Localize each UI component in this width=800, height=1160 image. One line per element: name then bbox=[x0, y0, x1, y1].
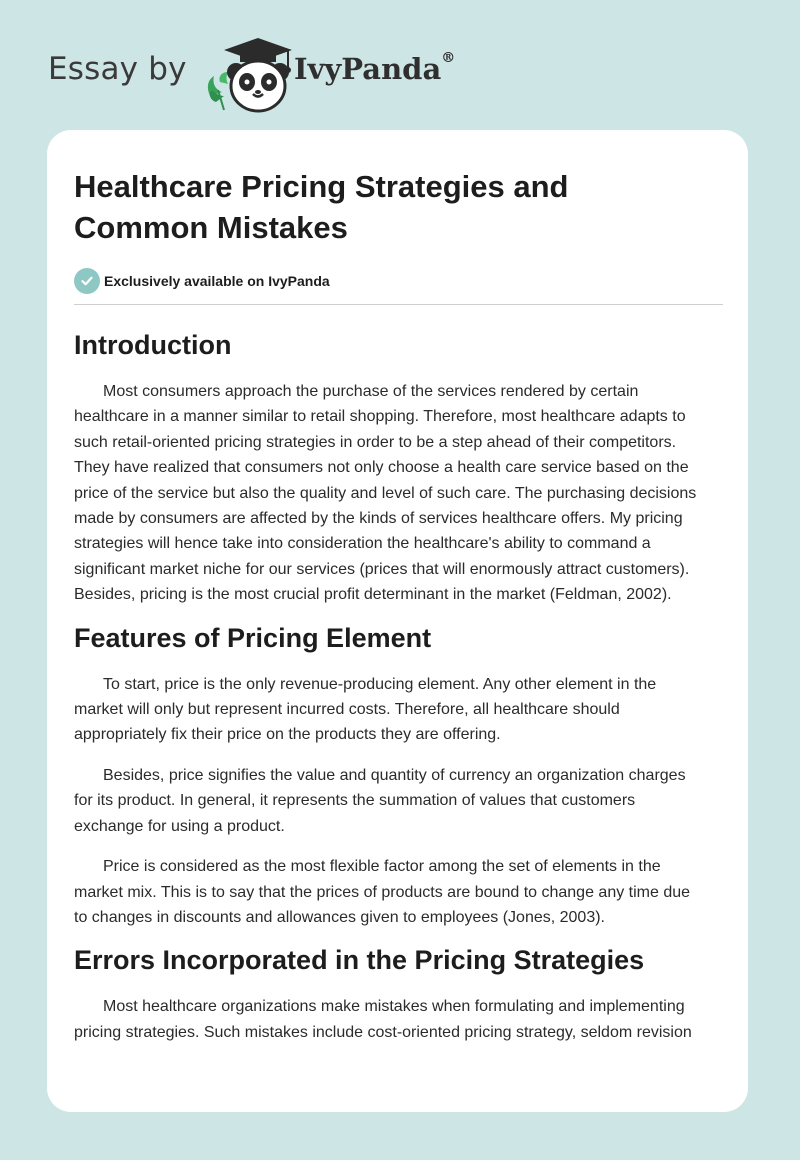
paragraph-line: To start, price is the only revenue-producing element. Any other element in the bbox=[103, 675, 657, 693]
paragraph-line: made by consumers are affected by the kinds of services healthcare offers. My pricing bbox=[74, 510, 683, 528]
paragraph-line: strategies will hence take into consideration the healthcare's ability to command a bbox=[74, 535, 651, 553]
paragraph-line: market will only but represent incurred costs. Therefore, all healthcare should bbox=[74, 701, 620, 719]
paragraph-line: pricing strategies. Such mistakes include cost-oriented pricing strategy, seldom revision bbox=[74, 1023, 692, 1041]
paragraph-line: Besides, price signifies the value and quantity of currency an organization charges bbox=[103, 766, 686, 784]
paragraph-line: price of the service but also the quality and level of such care. The purchasing decisions bbox=[74, 484, 697, 502]
divider bbox=[74, 304, 723, 305]
paragraph-line: market mix. This is to say that the prices of products are bound to change any time due bbox=[74, 883, 691, 901]
panda-mascot-icon bbox=[200, 36, 296, 114]
paragraph bbox=[74, 854, 724, 930]
paragraph bbox=[74, 763, 724, 839]
paragraph-line: such retail-oriented pricing strategies in order to be a step ahead of their competitors. bbox=[74, 433, 677, 451]
paragraph-line: Most consumers approach the purchase of the services rendered by certain bbox=[103, 383, 639, 400]
paragraph bbox=[74, 994, 724, 1045]
title-line: Healthcare Pricing Strategies and bbox=[74, 169, 569, 204]
section-heading-features: Features of Pricing Element bbox=[74, 622, 432, 653]
registered-mark: ® bbox=[441, 50, 456, 66]
paragraph bbox=[74, 672, 724, 748]
page-title bbox=[74, 166, 724, 248]
title-line: Common Mistakes bbox=[74, 210, 348, 245]
check-icon bbox=[74, 268, 100, 294]
essay-content bbox=[74, 166, 724, 1045]
logo-wordmark bbox=[294, 52, 455, 86]
section-heading-introduction: Introduction bbox=[74, 330, 232, 360]
paragraph-line: exchange for using a product. bbox=[74, 817, 285, 835]
section-heading-errors: Errors Incorporated in the Pricing Strategies bbox=[74, 945, 645, 976]
paragraph-line: to changes in discounts and allowances given to employees (Jones, 2003). bbox=[74, 908, 605, 926]
paragraph-line: significant market niche for our services (prices that will enormously attract customers). bbox=[74, 560, 690, 578]
exclusive-label: Exclusively available on IvyPanda bbox=[104, 273, 330, 289]
paragraph-line: healthcare in a manner similar to retail shopping. Therefore, most healthcare adapts to bbox=[74, 408, 686, 426]
paragraph-line: for its product. In general, it represents the summation of values that customers bbox=[74, 792, 636, 810]
logo-name: IvyPanda bbox=[294, 52, 442, 86]
paragraph bbox=[74, 379, 724, 608]
paragraph-line: Most healthcare organizations make mistakes when formulating and implementing bbox=[103, 998, 685, 1016]
paragraph-line: Besides, pricing is the most crucial profit determinant in the market (Feldman, 2002). bbox=[74, 586, 672, 604]
logo-prefix: Essay by bbox=[48, 51, 187, 87]
site-logo[interactable] bbox=[48, 30, 488, 114]
exclusive-badge bbox=[74, 268, 724, 294]
paragraph-line: appropriately fix their price on the products they are offering. bbox=[74, 726, 501, 744]
paragraph-line: They have realized that consumers not only choose a health care service based on the bbox=[74, 459, 689, 477]
essay-card bbox=[47, 130, 748, 1112]
paragraph-line: Price is considered as the most flexible factor among the set of elements in the bbox=[103, 858, 661, 876]
